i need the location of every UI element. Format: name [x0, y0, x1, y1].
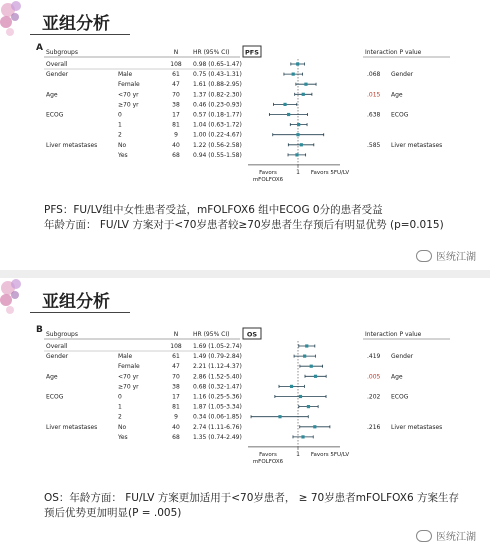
hr-point-marker — [300, 143, 303, 146]
hr-point-marker — [278, 415, 281, 418]
row-hr-text: 0.75 (0.43-1.31) — [193, 71, 242, 79]
header-n: N — [173, 49, 179, 56]
row-n-value: 70 — [172, 373, 180, 381]
row-hr-text: 1.00 (0.22-4.67) — [193, 131, 242, 139]
row-hr-text: 0.94 (0.55-1.58) — [193, 151, 242, 159]
row-hr-text: 0.57 (0.18-1.77) — [193, 111, 242, 119]
hr-point-marker — [290, 385, 293, 388]
interaction-p-value: .585 — [367, 141, 381, 149]
wechat-icon — [416, 250, 432, 262]
hr-point-marker — [299, 395, 302, 398]
hr-point-marker — [296, 133, 299, 136]
row-subgroup-label: 2 — [118, 131, 122, 139]
watermark — [416, 528, 476, 543]
row-subgroup-label: Female — [118, 363, 140, 371]
row-n-value: 108 — [170, 343, 182, 350]
hr-point-marker — [310, 365, 313, 368]
row-subgroup-label: 1 — [118, 403, 122, 411]
row-n-value: 68 — [172, 151, 180, 159]
row-group-label: Overall — [46, 61, 68, 68]
row-subgroup-label: Male — [118, 71, 133, 79]
row-n-value: 61 — [172, 71, 180, 79]
hr-point-marker — [314, 375, 317, 378]
hr-point-marker — [283, 103, 286, 106]
hr-point-marker — [297, 123, 300, 126]
row-n-value: 47 — [172, 81, 180, 89]
panel-letter: A — [36, 43, 43, 53]
axis-left-label-line2: mFOLFOX6 — [252, 458, 284, 465]
panel-letter: B — [36, 325, 43, 335]
row-n-value: 40 — [172, 423, 180, 431]
row-group-label: ECOG — [46, 393, 64, 401]
row-group-label: Liver metastases — [46, 423, 98, 431]
axis-right-label: Favors 5FU/LV — [310, 169, 350, 176]
row-subgroup-label: Female — [118, 81, 140, 89]
row-subgroup-label: Male — [118, 353, 133, 361]
header-subgroups: Subgroups — [46, 49, 78, 56]
row-n-value: 17 — [172, 111, 180, 119]
row-subgroup-label: Yes — [118, 433, 128, 441]
interaction-p-value: .216 — [367, 423, 381, 431]
row-hr-text: 1.35 (0.74-2.49) — [193, 433, 242, 441]
hr-point-marker — [287, 113, 290, 116]
row-subgroup-label: No — [118, 423, 127, 431]
interaction-label: Gender — [391, 353, 414, 361]
slide-pfs — [0, 0, 490, 270]
row-hr-text: 1.69 (1.05-2.74) — [193, 343, 242, 350]
wechat-icon — [416, 530, 432, 542]
header-n: N — [173, 331, 179, 338]
row-subgroup-label: No — [118, 141, 127, 149]
interaction-p-value: .419 — [367, 353, 381, 361]
watermark-text: 医统江湖 — [436, 532, 476, 543]
row-hr-text: 1.49 (0.79-2.84) — [193, 353, 242, 361]
x-axis-tick-label: 1 — [296, 450, 300, 458]
slide-separator — [0, 270, 490, 278]
hr-point-marker — [302, 93, 305, 96]
slide-title: 亚组分析 — [42, 292, 110, 312]
row-subgroup-label: 2 — [118, 413, 122, 421]
row-n-value: 17 — [172, 393, 180, 401]
row-hr-text: 1.87 (1.05-3.34) — [193, 403, 242, 411]
axis-left-label-line1: Favors — [259, 451, 277, 458]
row-hr-text: 1.04 (0.63-1.72) — [193, 121, 242, 129]
row-group-label: Overall — [46, 343, 68, 350]
row-n-value: 81 — [172, 121, 180, 129]
row-n-value: 108 — [170, 61, 182, 68]
caption-os — [44, 491, 459, 521]
interaction-p-value: .202 — [367, 393, 381, 401]
row-subgroup-label: <70 yr — [118, 373, 139, 381]
header-subgroups: Subgroups — [46, 331, 78, 338]
row-subgroup-label: Yes — [118, 151, 128, 159]
caption-line: 年龄方面： FU/LV 方案对于<70岁患者较≥70岁患者生存预后有明显优势 (p=0.015) — [44, 219, 444, 231]
badge-label: PFS — [245, 48, 259, 57]
row-hr-text: 2.74 (1.11-6.76) — [193, 423, 242, 431]
hr-point-marker — [303, 355, 306, 358]
row-subgroup-label: 0 — [118, 393, 122, 401]
row-subgroup-label: ≥70 yr — [118, 101, 139, 109]
slide-os — [0, 278, 490, 554]
row-hr-text: 1.16 (0.25-5.36) — [193, 393, 242, 401]
row-subgroup-label: ≥70 yr — [118, 383, 139, 391]
hr-point-marker — [304, 83, 307, 86]
row-n-value: 9 — [174, 413, 178, 421]
row-hr-text: 2.21 (1.12-4.37) — [193, 363, 242, 371]
header-hr: HR (95% CI) — [193, 49, 230, 56]
row-hr-text: 0.46 (0.23-0.93) — [193, 101, 242, 109]
hr-point-marker — [305, 344, 308, 347]
row-hr-text: 1.37 (0.82-2.30) — [193, 91, 242, 99]
row-hr-text: 0.34 (0.06-1.85) — [193, 413, 242, 421]
interaction-label: ECOG — [391, 393, 409, 401]
x-axis-tick-label: 1 — [296, 168, 300, 176]
row-subgroup-label: <70 yr — [118, 91, 139, 99]
row-group-label: Gender — [46, 71, 69, 79]
row-hr-text: 0.98 (0.65-1.47) — [193, 61, 242, 68]
hr-point-marker — [301, 435, 304, 438]
caption-line: PFS：FU/LV组中女性患者受益，mFOLFOX6 组中ECOG 0分的患者受益 — [44, 204, 383, 216]
row-hr-text: 2.86 (1.52-5.40) — [193, 373, 242, 381]
interaction-label: Age — [391, 91, 403, 99]
interaction-label: Age — [391, 373, 403, 381]
row-n-value: 9 — [174, 131, 178, 139]
interaction-label: Liver metastases — [391, 423, 443, 431]
header-interaction: Interaction P value — [365, 331, 422, 338]
row-subgroup-label: 1 — [118, 121, 122, 129]
caption-pfs — [44, 203, 444, 233]
row-hr-text: 1.22 (0.56-2.58) — [193, 141, 242, 149]
row-n-value: 61 — [172, 353, 180, 361]
row-hr-text: 0.68 (0.32-1.47) — [193, 383, 242, 391]
hr-point-marker — [313, 425, 316, 428]
caption-line: OS：年龄方面： FU/LV 方案更加适用于<70岁患者， ≥ 70岁患者mFOLFOX6 方案生存 — [44, 492, 459, 504]
header-interaction: Interaction P value — [365, 49, 422, 56]
row-n-value: 38 — [172, 101, 180, 109]
row-n-value: 68 — [172, 433, 180, 441]
row-group-label: Gender — [46, 353, 69, 361]
interaction-p-value: .005 — [367, 373, 381, 381]
hr-point-marker — [292, 73, 295, 76]
axis-left-label-line1: Favors — [259, 169, 277, 176]
row-group-label: ECOG — [46, 111, 64, 119]
row-n-value: 47 — [172, 363, 180, 371]
slide-title: 亚组分析 — [42, 14, 110, 34]
row-n-value: 81 — [172, 403, 180, 411]
watermark — [416, 248, 476, 263]
hr-point-marker — [296, 62, 299, 65]
header-hr: HR (95% CI) — [193, 331, 230, 338]
row-group-label: Age — [46, 373, 58, 381]
row-group-label: Liver metastases — [46, 141, 98, 149]
interaction-p-value: .068 — [367, 71, 381, 79]
row-subgroup-label: 0 — [118, 111, 122, 119]
row-n-value: 38 — [172, 383, 180, 391]
interaction-label: Gender — [391, 71, 414, 79]
hr-point-marker — [307, 405, 310, 408]
interaction-p-value: .638 — [367, 111, 381, 119]
watermark-text: 医统江湖 — [436, 252, 476, 263]
interaction-label: Liver metastases — [391, 141, 443, 149]
axis-left-label-line2: mFOLFOX6 — [252, 176, 284, 183]
row-n-value: 40 — [172, 141, 180, 149]
row-group-label: Age — [46, 91, 58, 99]
badge-label: OS — [246, 330, 258, 339]
axis-right-label: Favors 5FU/LV — [310, 451, 350, 458]
interaction-label: ECOG — [391, 111, 409, 119]
row-n-value: 70 — [172, 91, 180, 99]
row-hr-text: 1.61 (0.88-2.95) — [193, 81, 242, 89]
caption-line: 预后优势更加明显(P = .005) — [44, 507, 182, 519]
hr-point-marker — [295, 153, 298, 156]
interaction-p-value: .015 — [367, 91, 381, 99]
